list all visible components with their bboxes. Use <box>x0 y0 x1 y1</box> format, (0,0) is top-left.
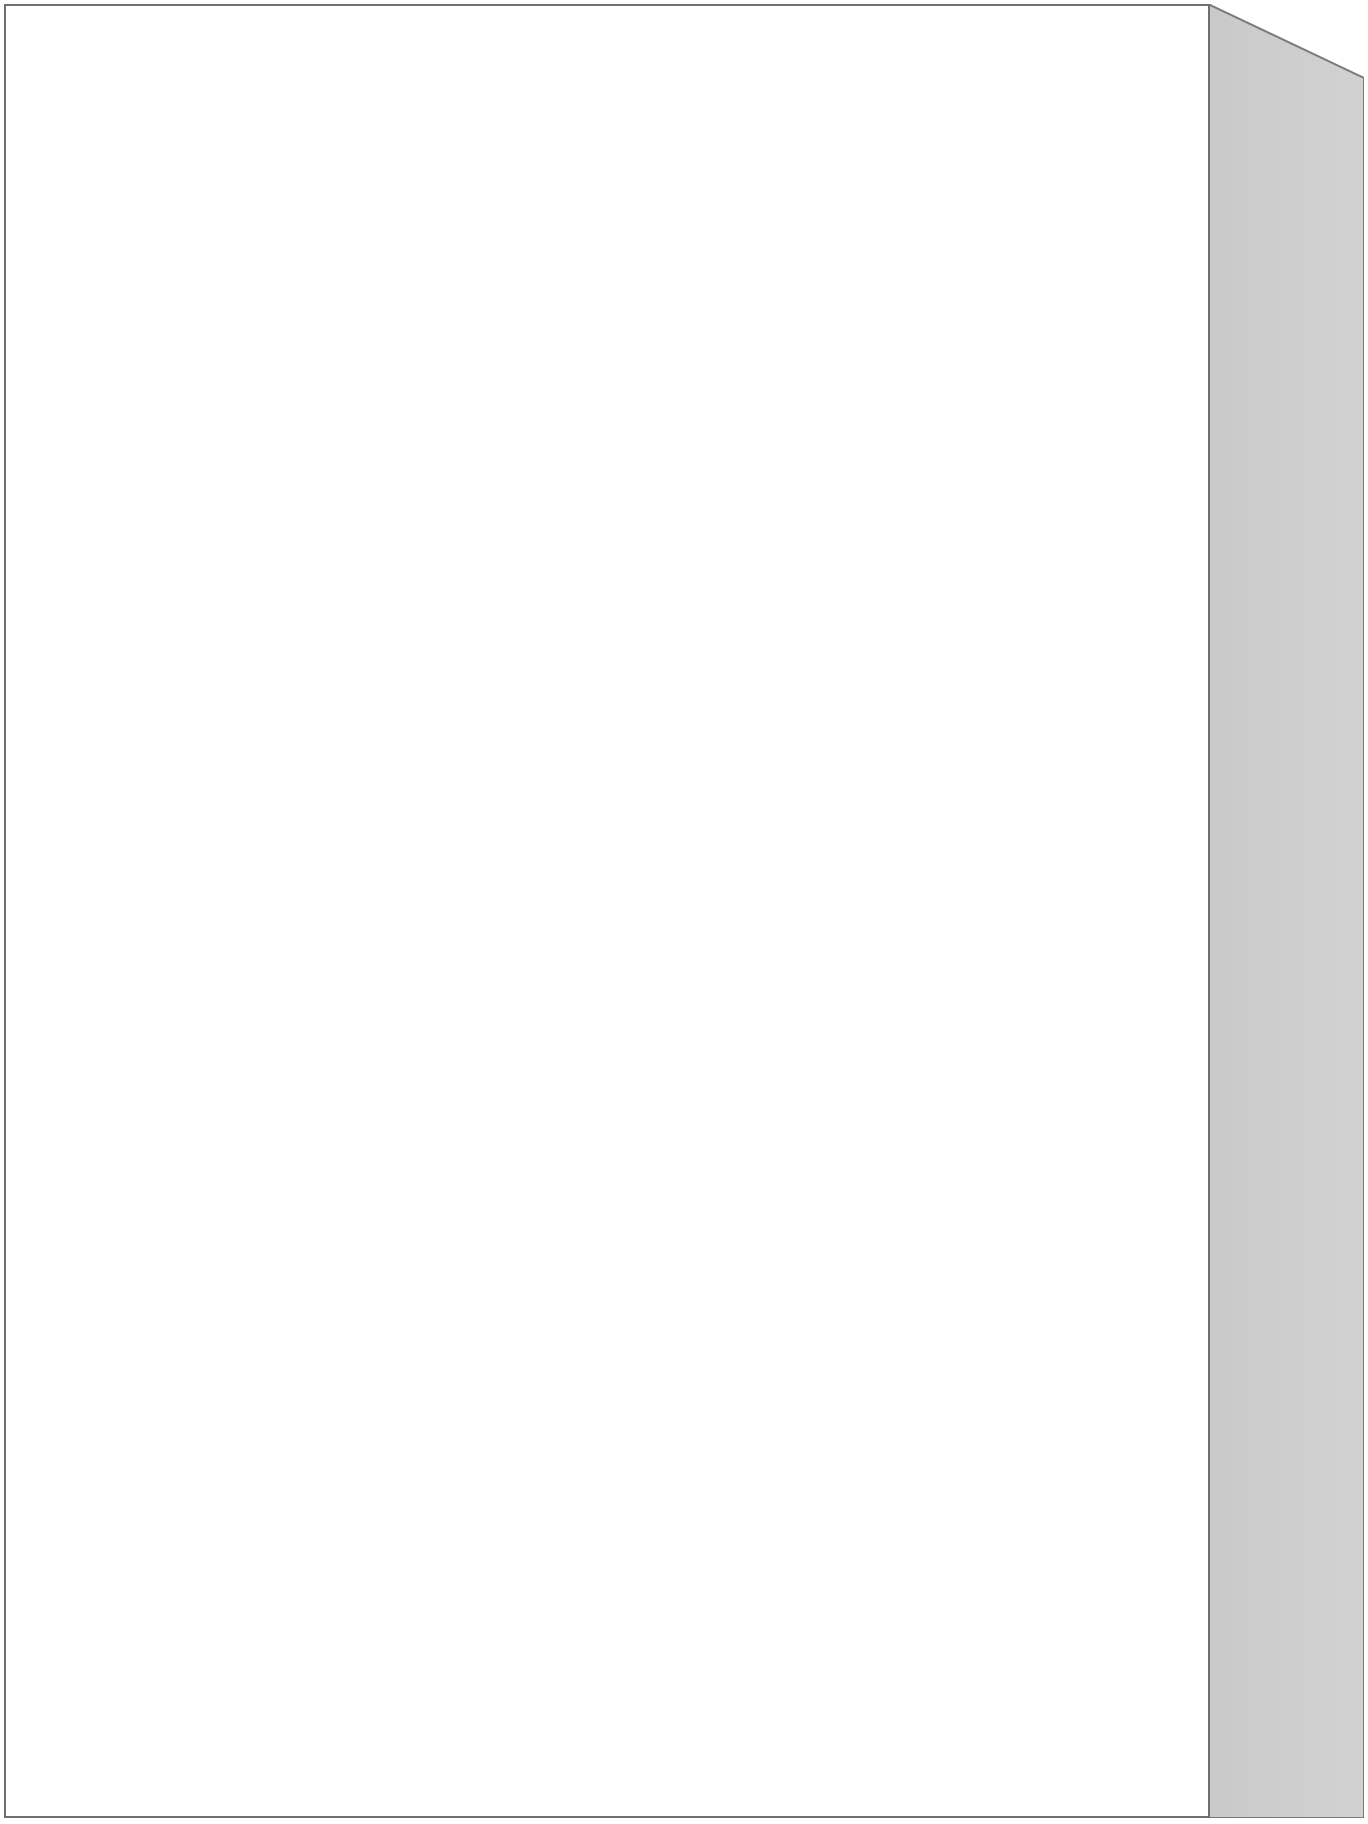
book-spine-edge <box>1208 4 1364 1818</box>
document-page <box>4 4 1210 1818</box>
